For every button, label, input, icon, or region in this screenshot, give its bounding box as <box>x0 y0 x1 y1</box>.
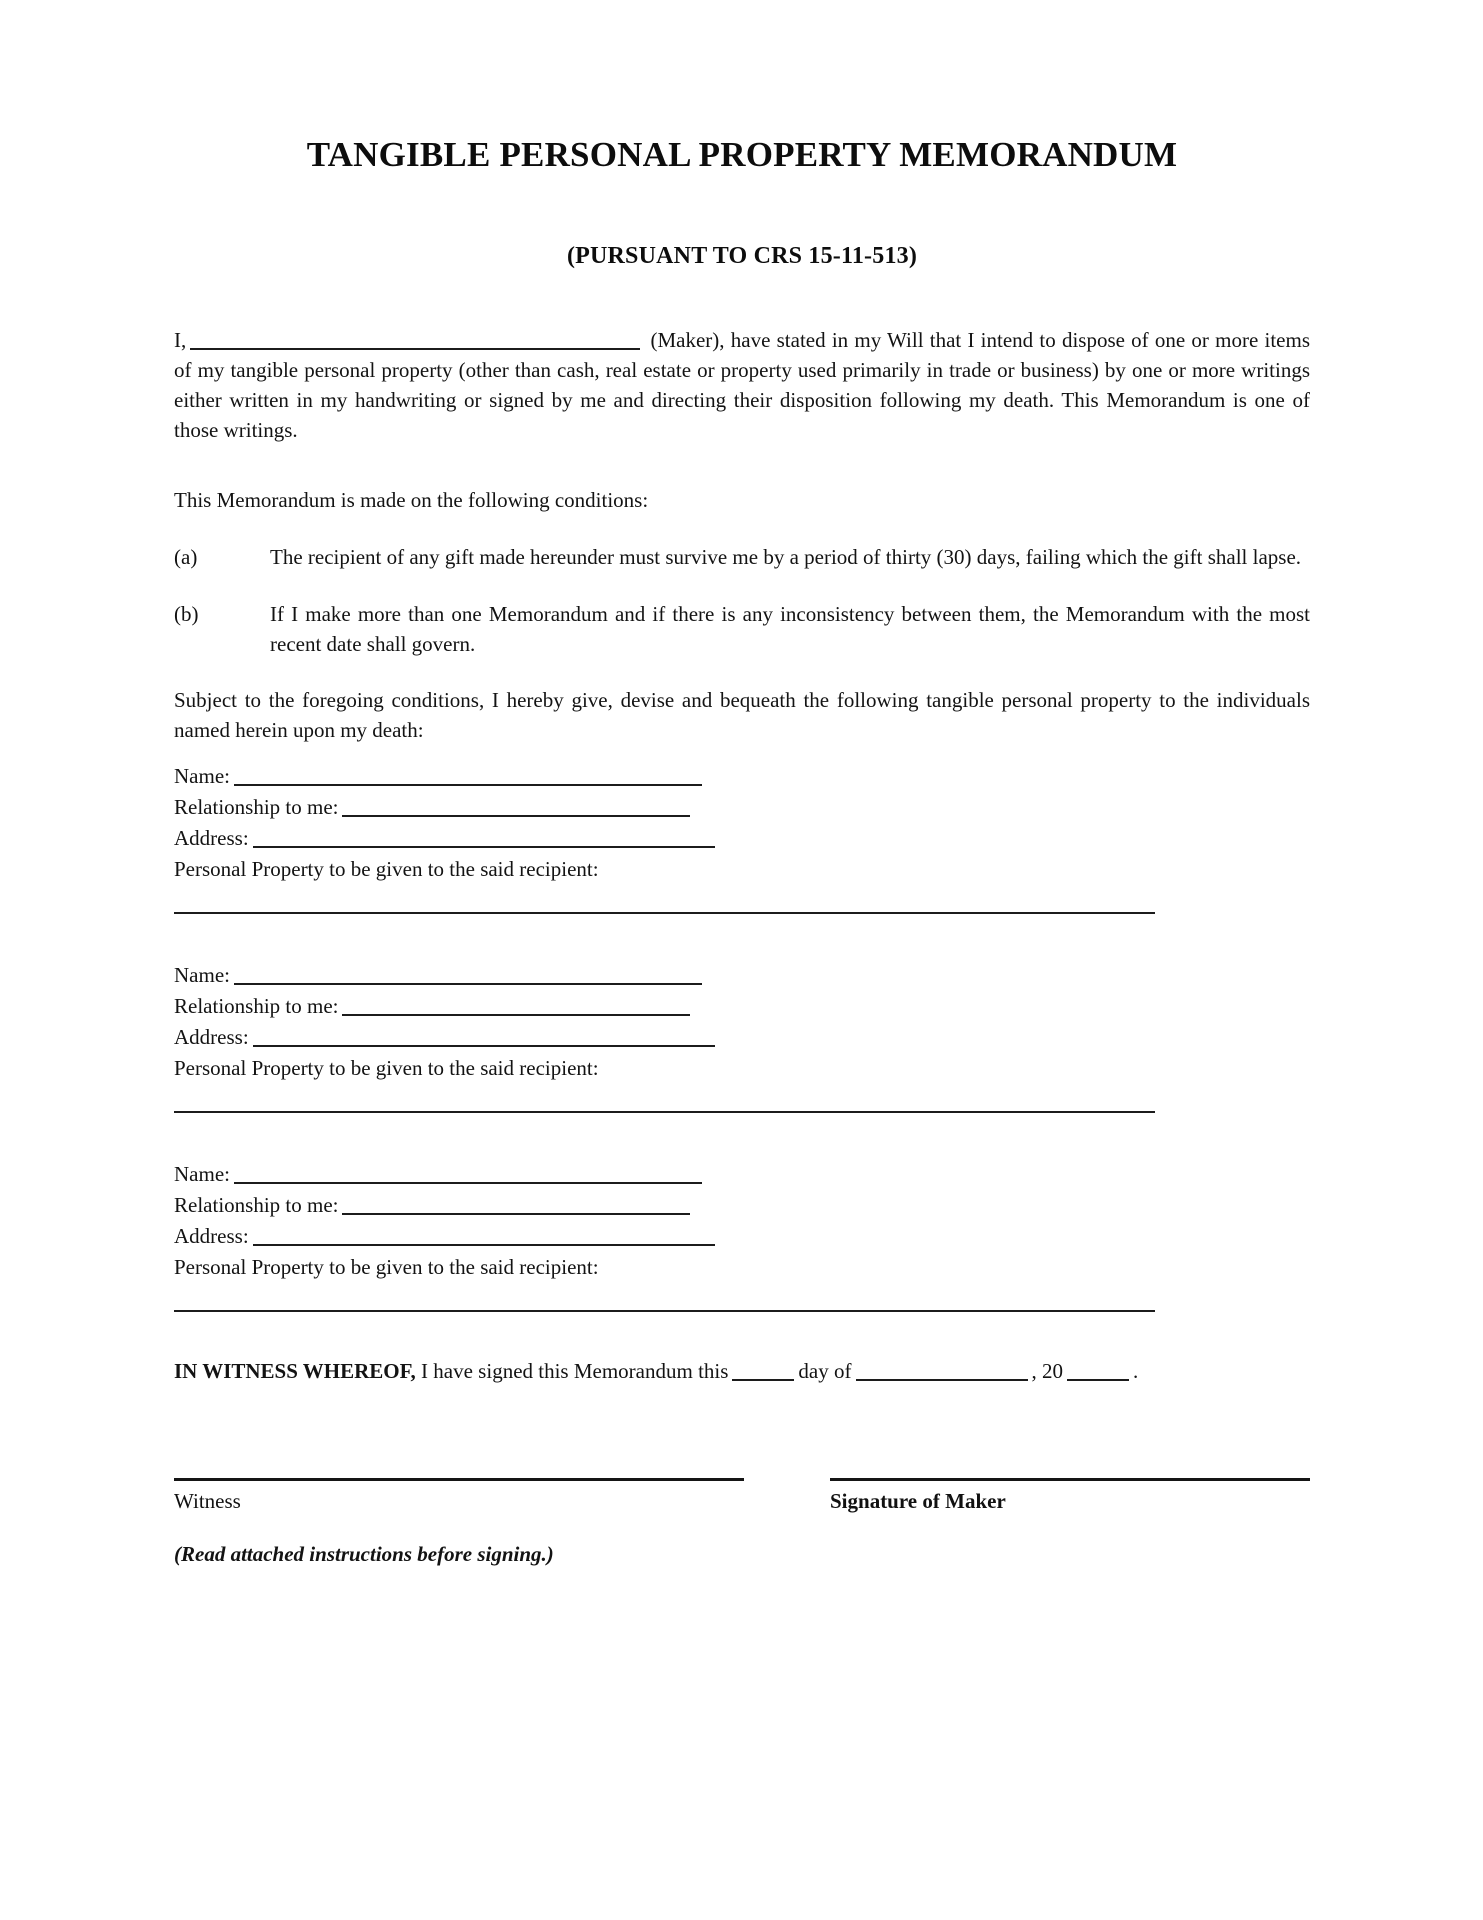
relationship-row <box>174 991 1310 1022</box>
address-label: Address: <box>174 1025 249 1050</box>
name-label: Name: <box>174 963 230 988</box>
property-label-row <box>174 1252 1310 1283</box>
maker-signature-line[interactable] <box>830 1478 1310 1481</box>
address-field[interactable] <box>253 830 715 848</box>
name-field[interactable] <box>234 768 702 786</box>
witness-clause-lead: IN WITNESS WHEREOF, <box>174 1359 416 1384</box>
month-field[interactable] <box>856 1363 1028 1381</box>
property-label-row <box>174 1053 1310 1084</box>
conditions-intro: This Memorandum is made on the following conditions: <box>174 488 649 513</box>
property-label: Personal Property to be given to the said recipient: <box>174 1255 599 1280</box>
name-field[interactable] <box>234 967 702 985</box>
intro-prefix: I, <box>174 328 187 353</box>
signature-section <box>174 1478 1310 1515</box>
witness-signature-line[interactable] <box>174 1478 744 1481</box>
relationship-field[interactable] <box>342 998 690 1016</box>
property-field-line[interactable] <box>174 1310 1155 1312</box>
address-label: Address: <box>174 1224 249 1249</box>
name-row <box>174 761 1310 792</box>
year-field[interactable] <box>1067 1363 1129 1381</box>
relationship-field[interactable] <box>342 1197 690 1215</box>
address-field[interactable] <box>253 1228 715 1246</box>
recipient-block-1 <box>174 761 1310 914</box>
property-label: Personal Property to be given to the said recipient: <box>174 857 599 882</box>
witness-label: Witness <box>174 1489 241 1514</box>
witness-clause-text-1: I have signed this Memorandum this <box>421 1359 729 1384</box>
intro-paragraph <box>174 325 1310 445</box>
name-row <box>174 960 1310 991</box>
document-title: TANGIBLE PERSONAL PROPERTY MEMORANDUM <box>306 135 1178 174</box>
relationship-label: Relationship to me: <box>174 994 339 1019</box>
name-label: Name: <box>174 1162 230 1187</box>
condition-a <box>174 542 1310 572</box>
relationship-field[interactable] <box>342 799 690 817</box>
recipient-block-3 <box>174 1159 1310 1312</box>
property-label: Personal Property to be given to the said recipient: <box>174 1056 599 1081</box>
recipient-block-2 <box>174 960 1310 1113</box>
document-subtitle: (PURSUANT TO CRS 15-11-513) <box>566 243 918 270</box>
name-label: Name: <box>174 764 230 789</box>
relationship-label: Relationship to me: <box>174 1193 339 1218</box>
witness-clause-text-2: day of <box>798 1359 852 1384</box>
witness-clause-text-3: , 20 <box>1031 1359 1063 1384</box>
maker-signature-block <box>830 1478 1310 1515</box>
relationship-label: Relationship to me: <box>174 795 339 820</box>
property-field-line[interactable] <box>174 1111 1155 1113</box>
witness-clause <box>174 1356 1310 1386</box>
maker-name-field[interactable] <box>190 332 640 350</box>
address-label: Address: <box>174 826 249 851</box>
address-row <box>174 823 1310 854</box>
intro-body: (Maker), have stated in my Will that I intend to dispose of one or more items of my tangible personal property (other than cash, real estate or property used primarily in trade or business) by one or more writings either written in my handwriting or signed by me and directing their disposition following my death. This Memorandum is one of those writings. <box>174 328 1311 443</box>
address-field[interactable] <box>253 1029 715 1047</box>
name-field[interactable] <box>234 1166 702 1184</box>
condition-b-text: If I make more than one Memorandum and if there is any inconsistency between them, the Memorandum with the most recent date shall govern. <box>270 602 1310 657</box>
bequest-intro: Subject to the foregoing conditions, I hereby give, devise and bequeath the following tangible personal property to the individuals named herein upon my death: <box>174 688 1310 743</box>
address-row <box>174 1022 1310 1053</box>
condition-b-label: (b) <box>174 602 199 627</box>
condition-b <box>174 599 1310 659</box>
day-field[interactable] <box>732 1363 794 1381</box>
condition-a-text: The recipient of any gift made hereunder must survive me by a period of thirty (30) days, failing which the gift shall lapse. <box>270 545 1302 570</box>
relationship-row <box>174 1190 1310 1221</box>
condition-a-label: (a) <box>174 545 198 570</box>
maker-signature-label: Signature of Maker <box>830 1489 1006 1514</box>
name-row <box>174 1159 1310 1190</box>
witness-signature-block <box>174 1478 744 1515</box>
relationship-row <box>174 792 1310 823</box>
footer-note: (Read attached instructions before signing.) <box>174 1542 554 1567</box>
address-row <box>174 1221 1310 1252</box>
witness-clause-text-4: . <box>1133 1359 1139 1384</box>
property-field-line[interactable] <box>174 912 1155 914</box>
property-label-row <box>174 854 1310 885</box>
